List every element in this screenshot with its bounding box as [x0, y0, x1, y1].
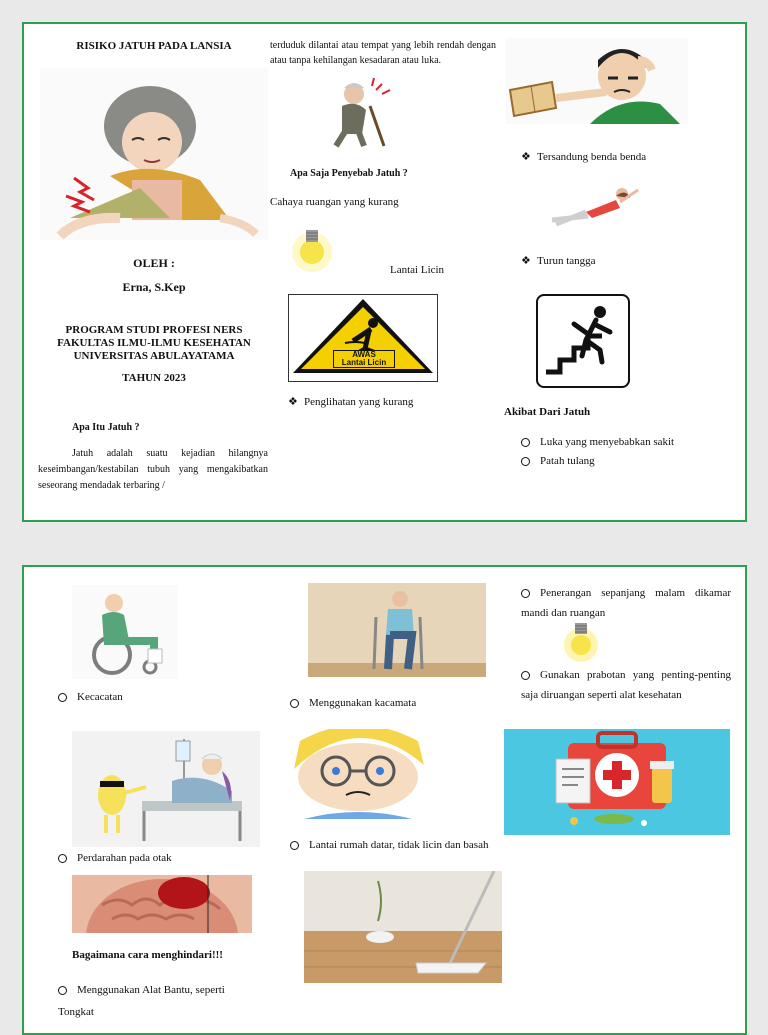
tip-cane-text: Menggunakan Alat Bantu, seperti Tongkat	[58, 984, 225, 1018]
causes-heading: Apa Saja Penyebab Jatuh ?	[290, 168, 408, 179]
cause-stairs-item	[521, 254, 596, 267]
man-with-crutches-photo	[308, 583, 486, 677]
cause-floor-text: Lantai Licin	[390, 264, 445, 276]
sign-text-line-1: AWAS	[352, 350, 376, 359]
cause-stairs-text: Turun tangga	[537, 255, 596, 267]
definition-continuation: terduduk dilantai atau tempat yang lebih rendah dengan atau tanpa kehilangan kesadaran atau luka.	[270, 40, 496, 66]
tip-furniture-item	[521, 665, 731, 705]
cause-trip-text: Tersandung benda benda	[537, 151, 647, 163]
author-label: OLEH :	[133, 256, 175, 270]
circle-bullet-icon	[521, 671, 530, 680]
medical-kit-illustration	[504, 729, 730, 835]
elderly-cane-fall-illustration	[322, 76, 398, 152]
effect-item-2	[521, 455, 595, 467]
diamond-bullet-icon: ❖	[521, 151, 531, 163]
circle-bullet-icon	[521, 589, 530, 598]
cause-trip-item	[521, 150, 646, 163]
effects-heading: Akibat Dari Jatuh	[504, 406, 591, 418]
circle-bullet-icon	[58, 854, 67, 863]
cause-vision-item	[288, 395, 413, 408]
tip-glasses-text: Menggunakan kacamata	[309, 697, 417, 709]
sign-text-line-2: Lantai Licin	[341, 358, 387, 367]
stairs-fall-sign-icon	[536, 294, 630, 388]
year: TAHUN 2023	[122, 372, 186, 384]
program-line-2: FAKULTAS ILMU-ILMU KESEHATAN	[57, 337, 251, 349]
effect-item-1	[521, 436, 674, 448]
cause-vision-text: Penglihatan yang kurang	[304, 396, 414, 408]
what-is-fall-heading: Apa Itu Jatuh ?	[72, 422, 140, 433]
diamond-bullet-icon: ❖	[521, 255, 531, 267]
mop-floor-photo	[304, 871, 502, 983]
tip-cane-item	[58, 979, 258, 1023]
cause-light-text: Cahaya ruangan yang kurang	[270, 196, 399, 208]
circle-bullet-icon	[58, 693, 67, 702]
program-block	[44, 324, 264, 363]
program-line-3: UNIVERSITAS ABULAYATAMA	[73, 350, 235, 362]
circle-bullet-icon	[58, 986, 67, 995]
tip-floor-item	[290, 835, 500, 855]
circle-bullet-icon	[521, 457, 530, 466]
falling-woman-illustration	[536, 184, 648, 232]
effect-text-2: Patah tulang	[540, 455, 595, 467]
tip-furniture-text: Gunakan prabotan yang penting-penting saja diruangan seperti alat kesehatan	[521, 669, 731, 701]
disability-item	[58, 691, 123, 703]
tip-floor-text: Lantai rumah datar, tidak licin dan basah	[309, 839, 489, 851]
prevention-heading: Bagaimana cara menghindari!!!	[72, 949, 223, 961]
elderly-fall-illustration	[40, 68, 268, 240]
effect-text-1: Luka yang menyebabkan sakit	[540, 436, 675, 448]
sign-text	[333, 350, 395, 368]
dim-bulb-icon	[286, 222, 338, 274]
leaflet-page-2	[22, 565, 747, 1035]
brain-scan-illustration	[72, 875, 252, 933]
tip-lighting-text: Penerangan sepanjang malam dikamar mandi dan ruangan	[521, 587, 731, 619]
circle-bullet-icon	[290, 841, 299, 850]
brain-bleed-item	[58, 852, 172, 864]
leaflet-page-1	[22, 22, 747, 522]
brain-bleed-text: Perdarahan pada otak	[77, 852, 172, 864]
boy-with-glasses-illustration	[274, 729, 442, 819]
diamond-bullet-icon: ❖	[288, 396, 298, 408]
bright-bulb-icon	[558, 617, 604, 663]
author-name: Erna, S.Kep	[122, 280, 186, 294]
slippery-floor-sign	[288, 294, 438, 382]
disability-text: Kecacatan	[77, 691, 123, 703]
tip-glasses-item	[290, 697, 416, 709]
circle-bullet-icon	[290, 699, 299, 708]
what-is-fall-text: Jatuh adalah suatu kejadian hilangnya keseimbangan/kestabilan tubuh yang mengakibatkan seseorang mendadak terbaring /	[38, 448, 268, 491]
wheelchair-patient-illustration	[72, 585, 178, 679]
program-line-1: PROGRAM STUDI PROFESI NERS	[65, 324, 243, 336]
hospital-bed-illustration	[72, 731, 260, 847]
tip-lighting-item	[521, 583, 731, 623]
leaflet-title: RISIKO JATUH PADA LANSIA	[76, 40, 232, 52]
circle-bullet-icon	[521, 438, 530, 447]
man-reading-illustration	[506, 38, 688, 124]
